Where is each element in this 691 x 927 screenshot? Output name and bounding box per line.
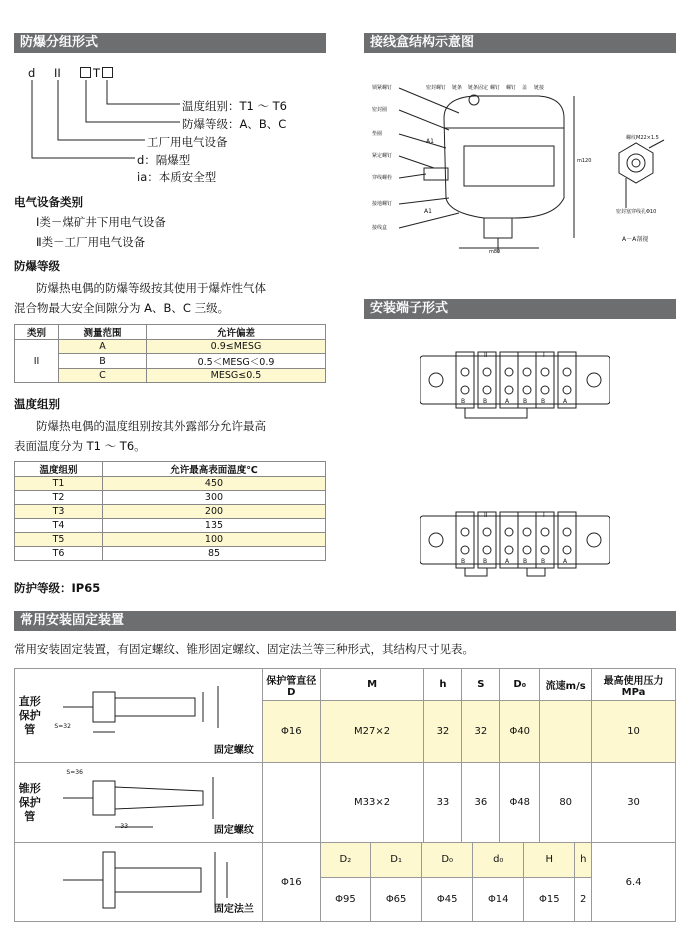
terminal-diagrams	[420, 342, 610, 602]
jbox-label-top: 链条	[452, 85, 463, 91]
section-header-terminal: 安装端子形式	[364, 299, 676, 319]
terminal-bottom-label: A	[505, 558, 510, 565]
jbox-thread-label: 螺纹M22×1.5	[626, 135, 659, 141]
sub-value: Φ14	[473, 877, 524, 921]
row1-v	[540, 701, 592, 763]
category-cell: II	[15, 340, 59, 383]
explosion-level-title: 防爆等级	[14, 259, 60, 273]
sub-value: Φ15	[524, 877, 575, 921]
row-type-tapered: 锥形保护管	[15, 763, 45, 843]
temp-group-title: 温度组别	[14, 397, 60, 411]
row1-d0: Φ40	[500, 701, 540, 763]
flange-subtable-cell	[320, 843, 591, 922]
jbox-a1-label: A1	[426, 138, 434, 145]
tapered-dim-h: 33	[120, 823, 129, 830]
code-part-d: d	[28, 66, 36, 80]
code-line-d: d：隔爆型	[137, 153, 191, 167]
terminal-bottom-label: A	[563, 558, 568, 565]
row2-h: 33	[424, 763, 462, 843]
explosion-level-text-1: 防爆热电偶的防爆等级按其使用于爆炸性气体	[36, 281, 266, 295]
terminal-bottom-label: B	[541, 558, 546, 565]
temp-group-text-1: 防爆热电偶的温度组别按其外露部分允许最高	[36, 419, 266, 433]
row2-s: 36	[462, 763, 500, 843]
col-header: 温度组别	[15, 462, 103, 477]
col-header: 类别	[15, 325, 59, 340]
section-header-explosion-grouping: 防爆分组形式	[14, 33, 326, 53]
terminal-roman: I	[543, 352, 545, 359]
explosion-level-text-2: 混合物最大安全间隙分为 A、B、C 三级。	[14, 301, 230, 315]
sub-header: D₀	[422, 843, 473, 877]
tapered-dim-s: S=36	[66, 769, 83, 776]
jbox-label-top: 密封螺钉	[426, 85, 447, 91]
row3-d: Φ16	[262, 843, 320, 922]
table-cell: 200	[103, 505, 326, 519]
code-line-temp: 温度组别：T1 ～ T6	[182, 99, 287, 113]
code-line-ia: ia：本质安全型	[137, 170, 217, 184]
jbox-label-left: 穿线螺栓	[372, 175, 393, 181]
mounting-table	[14, 668, 676, 922]
table-cell: B	[59, 354, 147, 369]
terminal-bottom-label: B	[483, 398, 488, 405]
code-line-level: 防爆等级：A、B、C	[182, 117, 287, 131]
sub-value: Φ45	[422, 877, 473, 921]
flange-subtable	[321, 843, 591, 921]
col-header-h: h	[424, 669, 462, 701]
sub-header: D₂	[321, 843, 371, 877]
straight-caption: 固定螺纹	[213, 745, 254, 756]
jbox-label-top: 螺钉	[490, 85, 501, 91]
terminal-bottom-label: A	[563, 398, 568, 405]
sub-header: D₁	[371, 843, 422, 877]
diagram-tapered	[44, 763, 262, 843]
sub-header: h	[575, 843, 591, 877]
code-part-ii: II	[54, 66, 61, 80]
col-header-d: 保护管直径D	[262, 669, 320, 701]
jbox-label-left: 密封圈	[372, 107, 388, 113]
table-cell: T2	[15, 491, 103, 505]
col-header-pressure: 最高使用压力MPa	[592, 669, 676, 701]
table-cell: 0.9≤MESG	[147, 340, 326, 354]
terminal-bottom-label: B	[461, 398, 466, 405]
table-cell: T5	[15, 533, 103, 547]
jbox-label-left: 接线盒	[372, 225, 388, 231]
protection-level: 防护等级：IP65	[14, 581, 101, 595]
terminal-roman: I	[543, 512, 545, 519]
row1-h: 32	[424, 701, 462, 763]
row2-d0: Φ48	[500, 763, 540, 843]
jbox-label-top: 螺钉	[506, 85, 517, 91]
row2-v: 80	[540, 763, 592, 843]
tapered-caption: 固定螺纹	[213, 825, 254, 836]
code-part-t: T	[93, 66, 101, 80]
jbox-dim-height: m120	[577, 158, 592, 164]
row2-d	[262, 763, 320, 843]
terminal-bottom-label: B	[541, 398, 546, 405]
sub-header: H	[524, 843, 575, 877]
table-cell: 100	[103, 533, 326, 547]
terminal-roman: II	[484, 512, 488, 519]
row-type-flange	[15, 843, 45, 922]
terminal-bottom-label: A	[505, 398, 510, 405]
section-header-junction-box: 接线盒结构示意图	[364, 33, 676, 53]
equipment-title: 电气设备类别	[14, 195, 83, 209]
col-header-m: M	[320, 669, 424, 701]
sub-value: 2	[575, 877, 591, 921]
terminal-drawing	[420, 342, 610, 602]
jbox-label-top: 链条固定	[468, 85, 489, 91]
row1-m: M27×2	[320, 701, 424, 763]
jbox-label-top: 链接	[534, 85, 545, 91]
table-cell: 135	[103, 519, 326, 533]
table-cell: MESG≤0.5	[147, 369, 326, 383]
terminal-roman: II	[484, 352, 488, 359]
table-cell: T3	[15, 505, 103, 519]
terminal-bottom-label: B	[461, 558, 466, 565]
temp-group-table	[14, 461, 326, 561]
explosion-level-table	[14, 324, 326, 383]
table-cell: T6	[15, 547, 103, 561]
diagram-straight	[44, 669, 262, 763]
row1-p: 10	[592, 701, 676, 763]
table-cell: A	[59, 340, 147, 354]
col-header-velocity: 流速m/s	[540, 669, 592, 701]
jbox-label-top: 盖	[522, 85, 528, 91]
sub-value: Φ65	[371, 877, 422, 921]
table-cell: 85	[103, 547, 326, 561]
sub-header: d₀	[473, 843, 524, 877]
jbox-dim-width: m80	[489, 249, 501, 255]
table-cell: 300	[103, 491, 326, 505]
row1-s: 32	[462, 701, 500, 763]
terminal-bottom-label: B	[523, 558, 528, 565]
straight-tube-drawing	[53, 678, 253, 750]
table-cell: 450	[103, 477, 326, 491]
junction-box-diagram	[364, 58, 684, 258]
table-cell: C	[59, 369, 147, 383]
jbox-a1-label: A1	[424, 208, 432, 215]
jbox-label-left: 接地螺钉	[372, 201, 393, 207]
col-header-s: S	[462, 669, 500, 701]
col-header-d0: D₀	[500, 669, 540, 701]
equipment-item-1: Ⅰ类－煤矿井下用电气设备	[36, 215, 166, 229]
sub-value: Φ95	[321, 877, 371, 921]
row2-p: 30	[592, 763, 676, 843]
row2-m: M33×2	[320, 763, 424, 843]
jbox-section-label: A－A剖视	[622, 236, 649, 243]
section-header-mounting: 常用安装固定装置	[14, 611, 676, 631]
diagram-flange	[44, 843, 262, 922]
jbox-label-left: 锁紧螺钉	[372, 85, 393, 91]
jbox-label-left: 垫圈	[372, 131, 383, 137]
terminal-bottom-label: B	[523, 398, 528, 405]
col-header: 允许偏差	[147, 325, 326, 340]
equipment-item-2: Ⅱ类－工厂用电气设备	[36, 235, 146, 249]
code-line-factory: 工厂用电气设备	[147, 135, 228, 149]
row-type-straight: 直形保护管	[15, 669, 45, 763]
temp-group-text-2: 表面温度分为 T1 ～ T6。	[14, 439, 146, 453]
table-cell: T1	[15, 477, 103, 491]
flange-caption: 固定法兰	[213, 904, 254, 915]
row3-p: 6.4	[592, 843, 676, 922]
jbox-label-left: 紧定螺钉	[372, 153, 393, 159]
terminal-bottom-label: B	[483, 558, 488, 565]
col-header: 允许最高表面温度℃	[103, 462, 326, 477]
row1-d: Φ16	[262, 701, 320, 763]
mounting-intro: 常用安装固定装置，有固定螺纹、锥形固定螺纹、固定法兰等三种形式，其结构尺寸见表。	[14, 642, 474, 656]
col-header: 测量范围	[59, 325, 147, 340]
code-diagram	[20, 62, 330, 192]
table-cell: T4	[15, 519, 103, 533]
table-cell: 0.5＜MESG＜0.9	[147, 354, 326, 369]
straight-dim-s: S=32	[54, 723, 71, 730]
jbox-seal-label: 密封塞穿线孔Φ10	[616, 209, 657, 215]
